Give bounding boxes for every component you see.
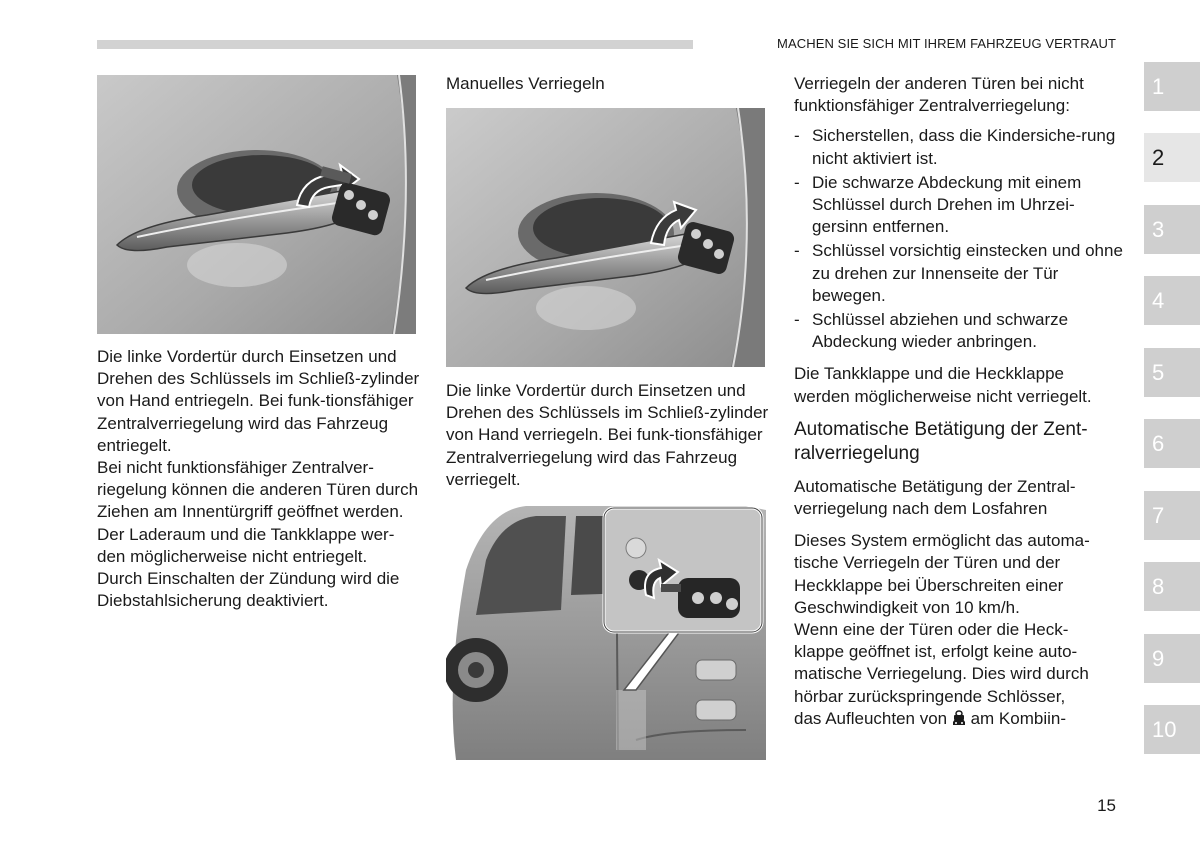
paragraph: Die linke Vordertür durch Einsetzen und Drehen des Schlüssels im Schließ-zylinder von Hand verriegeln. Bei funk-tionsfähiger Zentralverriegelung wird das Fahrzeug verriegelt. — [446, 381, 769, 489]
chapter-tab-7[interactable]: 7 — [1144, 491, 1200, 540]
intro-paragraph: Verriegeln der anderen Türen bei nicht funktionsfähiger Zentralverriegelung: — [794, 74, 1084, 116]
dash: - — [794, 126, 800, 146]
step-list — [794, 125, 1124, 353]
list-item — [794, 240, 1124, 307]
chapter-tab-5[interactable]: 5 — [1144, 348, 1200, 397]
car-lock-warning-icon — [952, 710, 966, 726]
text-line: Wenn eine der Türen oder die Heck- — [794, 620, 1069, 640]
text-line: matische Verriegelung. Dies wird durch — [794, 664, 1089, 684]
chapter-tab-4[interactable]: 4 — [1144, 276, 1200, 325]
dash: - — [794, 241, 800, 261]
figure-van-side-door-lock — [446, 500, 766, 760]
column-middle — [446, 380, 771, 491]
chapter-tab-10[interactable]: 10 — [1144, 705, 1200, 754]
list-item — [794, 125, 1124, 169]
body-paragraph: Dieses System ermöglicht das automa-tische Verriegeln der Türen und der Heckklappe bei Überschreiten einer Geschwindigkeit von 10 km/h. — [794, 531, 1090, 617]
list-item — [794, 172, 1124, 239]
section-heading: Automatische Betätigung der Zent-ralverriegelung — [794, 418, 1088, 464]
column-left — [97, 346, 422, 612]
chapter-tab-3[interactable]: 3 — [1144, 205, 1200, 254]
text-line — [794, 708, 1124, 730]
door-handle-lock-illustration — [446, 108, 765, 367]
body-paragraph-2 — [794, 619, 1124, 730]
section-title: MACHEN SIE SICH MIT IHREM FAHRZEUG VERTRAUT — [777, 36, 1116, 51]
text-fragment: am Kombiin- — [965, 708, 1066, 728]
dash: - — [794, 310, 800, 330]
page-number: 15 — [1097, 796, 1116, 815]
note-paragraph: Die Tankklappe und die Heckklappe werden möglicherweise nicht verriegelt. — [794, 364, 1092, 406]
chapter-tab-2[interactable]: 2 — [1144, 133, 1200, 182]
figure-lock-door-handle — [446, 108, 765, 367]
van-side-door-illustration — [446, 500, 766, 760]
heading-manual-lock: Manuelles Verriegeln — [446, 74, 605, 93]
paragraph: Die linke Vordertür durch Einsetzen und Drehen des Schlüssels im Schließ-zylinder von Hand entriegeln. Bei funk-tionsfähiger Zentralverriegelung wird das Fahrzeug entriegelt. — [97, 347, 420, 455]
chapter-tab-9[interactable]: 9 — [1144, 634, 1200, 683]
column-right — [794, 73, 1124, 730]
list-item-text: Sicherstellen, dass die Kindersiche-rung nicht aktiviert ist. — [812, 126, 1116, 168]
dash: - — [794, 172, 800, 192]
list-item-text: Schlüssel vorsichtig einstecken und ohne zu drehen zur Innenseite der Tür bewegen. — [812, 241, 1123, 305]
text-fragment: das Aufleuchten von — [794, 708, 952, 728]
door-handle-unlock-illustration — [97, 75, 416, 334]
header-bar — [97, 40, 693, 49]
subsection-heading: Automatische Betätigung der Zentral-verriegelung nach dem Losfahren — [794, 476, 1076, 519]
text-line: hörbar zurückspringende Schlösser, — [794, 686, 1066, 706]
figure-unlock-door-handle — [97, 75, 416, 334]
list-item-text: Schlüssel abziehen und schwarze Abdeckung wieder anbringen. — [812, 310, 1069, 352]
chapter-tab-1[interactable]: 1 — [1144, 62, 1200, 111]
paragraph: Durch Einschalten der Zündung wird die Diebstahlsicherung deaktiviert. — [97, 569, 400, 611]
list-item — [794, 309, 1124, 353]
chapter-tab-6[interactable]: 6 — [1144, 419, 1200, 468]
paragraph: Bei nicht funktionsfähiger Zentralver-riegelung können die anderen Türen durch Ziehen am Innentürgriff geöffnet werden. — [97, 458, 419, 522]
chapter-tab-8[interactable]: 8 — [1144, 562, 1200, 611]
list-item-text: Die schwarze Abdeckung mit einem Schlüssel durch Drehen im Uhrzei-gersinn entfernen. — [812, 172, 1082, 237]
paragraph: Der Laderaum und die Tankklappe wer-den möglicherweise nicht entriegelt. — [97, 524, 395, 566]
text-line: klappe geöffnet ist, erfolgt keine auto- — [794, 642, 1078, 662]
